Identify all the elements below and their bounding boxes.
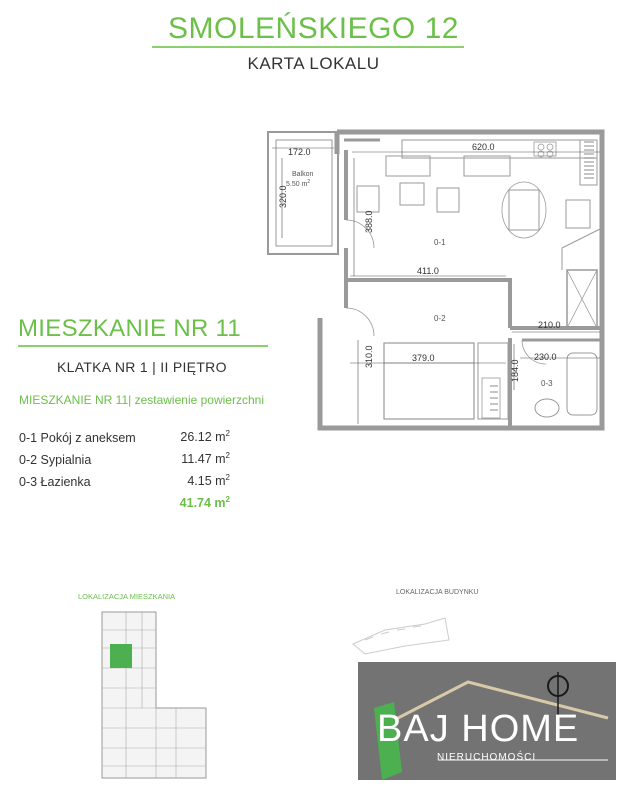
building-location-map <box>345 600 455 660</box>
logo-subtitle: NIERUCHOMOŚCI <box>437 752 537 763</box>
dim-379: 379.0 <box>412 353 435 363</box>
apartment-location-map <box>96 608 216 783</box>
floor-plan <box>262 128 612 438</box>
room-area: 11.47 $m^2$ <box>181 451 230 467</box>
room-area: 4.15 $m^2$ <box>187 473 230 489</box>
room-0-1-label: 0-1 <box>434 238 446 247</box>
dim-230: 230.0 <box>534 352 557 362</box>
total-area: 41.74 $m^2$ <box>179 495 230 511</box>
room-0-2-label: 0-2 <box>434 314 446 323</box>
area-summary-title: MIESZKANIE NR 11| zestawienie powierzchni <box>19 393 264 407</box>
title-underline <box>152 46 464 48</box>
room-0-3-label: 0-3 <box>541 379 553 388</box>
dim-210: 210.0 <box>538 320 561 330</box>
room-row: 0-2 Sypialnia <box>19 453 92 467</box>
apartment-name: MIESZKANIE NR 11 <box>18 315 242 342</box>
room-row: 0-1 Pokój z aneksem <box>19 431 136 445</box>
page-subtitle: KARTA LOKALU <box>247 54 380 73</box>
dim-411: 411.0 <box>417 266 439 276</box>
apartment-underline <box>18 345 268 347</box>
balcony-label: Balkon <box>292 171 314 178</box>
apartment-klatka: KLATKA NR 1 | II PIĘTRO <box>57 359 227 375</box>
logo-wordmark: BAJ HOME <box>377 708 580 750</box>
page-title: SMOLEŃSKIEGO 12 <box>168 12 459 45</box>
apartment-location-label: LOKALIZACJA MIESZKANIA <box>78 592 176 601</box>
dim-172: 172.0 <box>288 147 311 157</box>
building-location-label: LOKALIZACJA BUDYNKU <box>396 589 479 596</box>
room-row: 0-3 Łazienka <box>19 475 91 489</box>
apartment-highlight <box>110 644 132 668</box>
balcony-area: 5.50 $m^2$ <box>286 179 311 188</box>
dim-184: 184.0 <box>510 359 520 382</box>
room-area: 26.12 $m^2$ <box>180 429 230 445</box>
dim-620: 620.0 <box>472 142 495 152</box>
dim-310: 310.0 <box>364 345 374 368</box>
dim-320: 320.0 <box>278 185 288 208</box>
dim-388: 388.0 <box>364 210 374 233</box>
